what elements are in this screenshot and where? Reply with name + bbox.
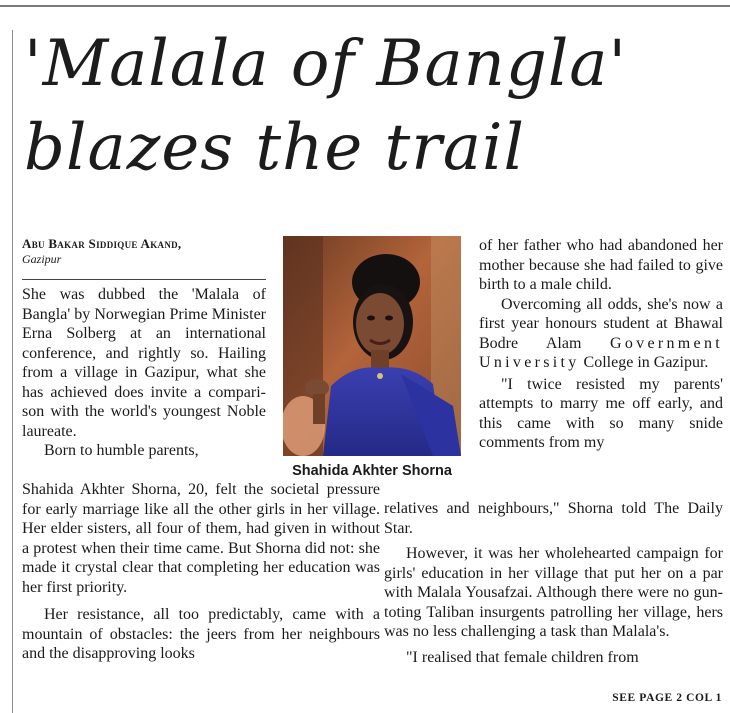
article-wide-text	[22, 480, 380, 664]
paragraph: "I twice resisted my parents' attempts to marry me off early, and this came with so many snide comments from my	[479, 375, 723, 451]
paragraph	[479, 295, 723, 373]
top-rule	[0, 5, 730, 7]
paragraph: "I realised that female children from	[406, 648, 639, 666]
paragraph: However, it was her wholehearted campaign for girls' education in her village that put her on a par with Malala Yousafzai. Although there were no gun-toting Taliban insurgents patrolling her village, hers was no less challenging a task than Malala's.	[384, 545, 723, 640]
headline-line-2: blazes the trail	[24, 111, 525, 185]
paragraph: Her resistance, all too predictably, came with a mountain of obstacles: the jeers from her neighbours and the disapproving looks	[22, 606, 380, 662]
paragraph: She was dubbed the 'Malala of Bangla' by Norwegian Prime Minister Erna Solberg at an international conference, and rightly so. Hailing from a village in Gazipur, what she has achieved does invite a comparison with the world's youngest Noble laureate.	[22, 286, 266, 440]
photo-caption: Shahida Akhter Shorna	[292, 463, 452, 479]
paragraph: Shahida Akhter Shorna, 20, felt the societal pressure for early marriage like all the other girls in her village. Her elder sisters, all four of them, had given in without a protest when their time came. But Shorna did not: she made it crystal clear that completing her education was her first priority.	[22, 481, 380, 596]
headline	[24, 22, 724, 190]
byline-author: Abu Bakar Siddique Akand,	[22, 236, 182, 251]
byline	[22, 236, 266, 266]
paragraph: of her father who had abandoned her mother because she had failed to give birth to a male child.	[479, 237, 723, 293]
paragraph-text: Government University	[479, 334, 723, 371]
column-rule	[12, 30, 13, 713]
paragraph: relatives and neighbours," Shorna told The Daily Star.	[384, 500, 723, 537]
paragraph-text: Overcoming all odds, she's now a first year honours student at Bhawal Bodre Alam	[479, 295, 723, 352]
portrait-photo	[283, 236, 461, 456]
continued-on-page-notice: SEE PAGE 2 COL 1	[612, 692, 722, 704]
byline-location: Gazipur	[22, 252, 62, 266]
article-column-1	[22, 285, 266, 461]
byline-rule	[22, 279, 266, 280]
article-column-2-wide	[384, 499, 723, 667]
headline-line-1: 'Malala of Bangla'	[24, 27, 628, 101]
article-column-2	[479, 236, 723, 453]
paragraph-text: College in Gazipur.	[583, 354, 709, 371]
paragraph: Born to humble parents,	[44, 442, 199, 459]
portrait-illustration	[283, 236, 461, 456]
